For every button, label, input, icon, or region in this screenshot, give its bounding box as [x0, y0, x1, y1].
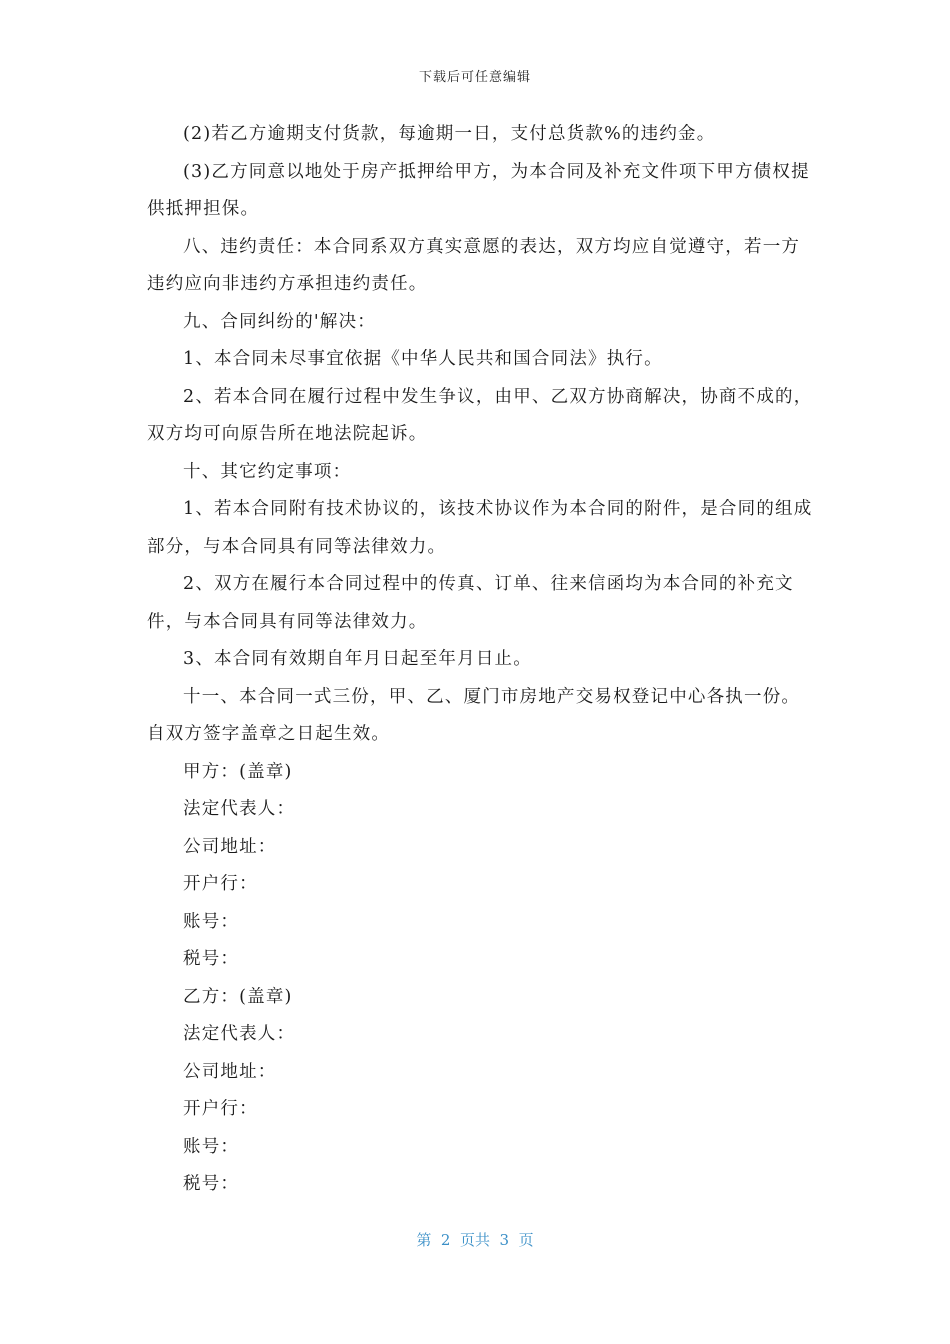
- clause-10-3: 3、本合同有效期自年月日起至年月日止。: [183, 649, 532, 669]
- page-number-footer: 第 2 页共 3 页: [416, 1231, 534, 1249]
- party-a-bank: 开户行：: [183, 874, 258, 894]
- party-a-signature-block: [147, 754, 817, 979]
- party-b-account: 账号：: [183, 1136, 240, 1157]
- clause-9-1: 1、本合同未尽事宜依据《中华人民共和国合同法》执行。: [183, 349, 663, 369]
- clause-10-1: 1、若本合同附有技术协议的，该技术协议作为本合同的附件，是合同的组成部分，与本合同具有同等法律效力。: [147, 499, 813, 557]
- party-b-representative: 法定代表人：: [183, 1024, 296, 1044]
- party-b-bank: 开户行：: [183, 1099, 258, 1119]
- clause-7-2: (2)若乙方逾期支付货款，每逾期一日，支付总货款%的违约金。: [183, 124, 716, 144]
- clause-9-2: 2、若本合同在履行过程中发生争议，由甲、乙双方协商解决，协商不成的，双方均可向原告所在地法院起诉。: [147, 386, 813, 444]
- party-a-title: 甲方：(盖章): [183, 761, 293, 782]
- party-b-title: 乙方：(盖章): [183, 986, 293, 1007]
- party-a-representative: 法定代表人：: [183, 799, 296, 819]
- party-b-tax-id: 税号：: [183, 1174, 240, 1194]
- clause-10-heading: 十、其它约定事项：: [183, 461, 352, 482]
- page-header: 下载后可任意编辑: [418, 70, 531, 85]
- clause-9-heading: 九、合同纠纷的'解决：: [183, 311, 377, 332]
- clause-8-breach-liability: 八、违约责任：本合同系双方真实意愿的表达，双方均应自觉遵守，若一方违约应向非违约方承担违约责任。: [147, 236, 801, 294]
- clause-7-3: (3)乙方同意以地处于房产抵押给甲方，为本合同及补充文件项下甲方债权提供抵押担保。: [147, 161, 810, 219]
- party-b-signature-block: [147, 979, 817, 1204]
- party-a-account: 账号：: [183, 911, 240, 932]
- party-b-address: 公司地址：: [183, 1061, 277, 1082]
- clause-10-2: 2、双方在履行本合同过程中的传真、订单、往来信函均为本合同的补充文件，与本合同具有同等法律效力。: [147, 574, 794, 632]
- party-a-tax-id: 税号：: [183, 949, 240, 969]
- party-a-address: 公司地址：: [183, 836, 277, 857]
- clause-11: 十一、本合同一式三份，甲、乙、厦门市房地产交易权登记中心各执一份。自双方签字盖章之日起生效。: [147, 686, 801, 744]
- document-body: [147, 116, 817, 1204]
